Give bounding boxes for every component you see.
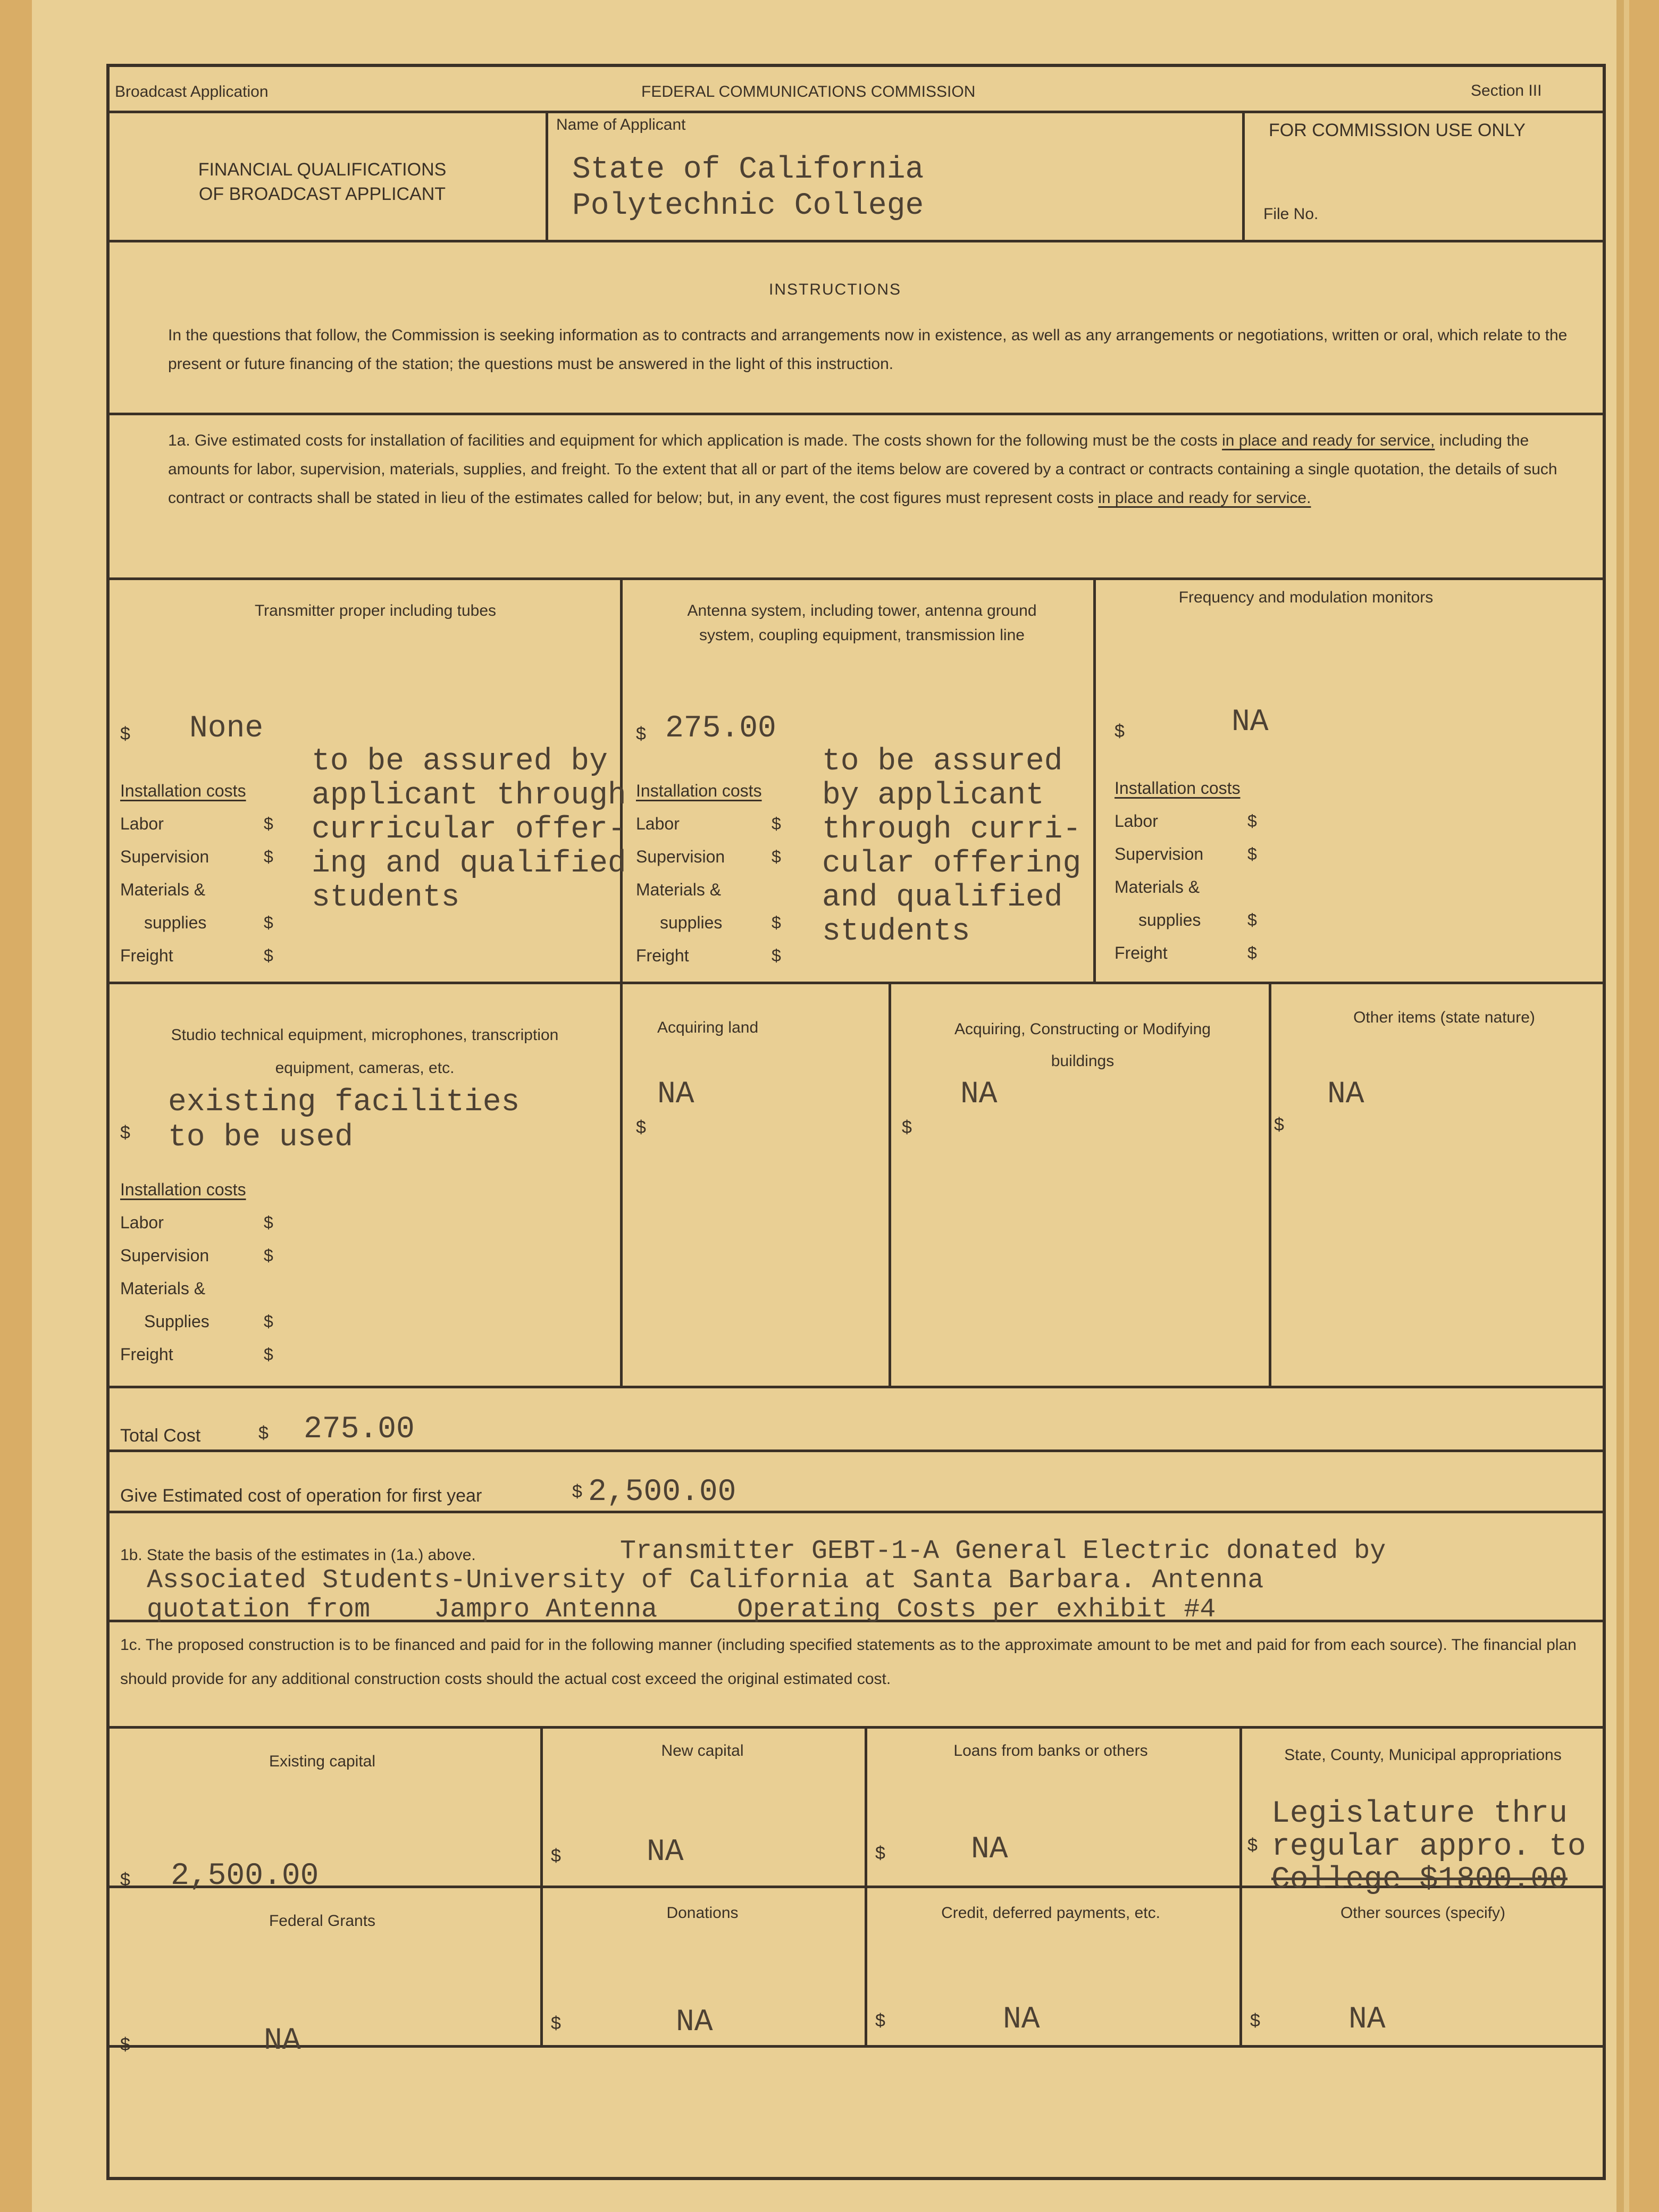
freight-dollar: $ [772,946,781,965]
materials-row [120,1272,296,1305]
other-items-dollar: $ [1274,1115,1284,1135]
buildings-dollar: $ [902,1117,912,1137]
financing-row2-rule [110,2045,1604,2048]
operation-cost-dollar: $ [572,1481,582,1502]
q1a-in-place-end: in place and ready for service. [1098,489,1311,507]
new-capital-label: New capital [661,1742,744,1759]
studio-installation-costs [120,1173,296,1371]
labor-dollar: $ [264,1213,273,1232]
q1a-text [168,426,1577,513]
labor-row [1115,805,1290,837]
row2-divider-3 [1269,982,1271,1386]
freight-label: Freight [120,946,173,965]
loans-dollar: $ [875,1843,885,1863]
supervision-row [120,840,296,873]
applicant-name-line2: Polytechnic College [572,189,924,223]
existing-capital-label: Existing capital [269,1753,376,1770]
existing-capital-dollar: $ [120,1870,130,1890]
total-rule [110,1449,1604,1452]
studio-note-line1: existing facilities [168,1085,520,1120]
land-title: Acquiring land [657,1019,759,1036]
supervision-row [636,840,811,873]
transmitter-dollar: $ [120,724,130,744]
q1c-text: 1c. The proposed construction is to be financed and paid for in the following manner (including specified statements as to the approximate amount to be met and paid for from each source). The financial plan should provide for any additional construction costs should the actual cost exceed the original estimated cost. [120,1636,1577,1688]
other-sources-dollar: $ [1250,2010,1260,2031]
supervision-dollar: $ [264,847,273,866]
row1-divider-2 [1093,577,1096,982]
donations-dollar: $ [551,2013,561,2033]
commission-use-label: FOR COMMISSION USE ONLY [1269,120,1526,140]
transmitter-installation-costs [120,774,296,972]
fin-divider-1 [540,1726,543,2045]
header-rule [110,111,1604,113]
supervision-row [120,1239,296,1272]
antenna-dollar: $ [636,724,646,744]
other-sources-value: NA [1348,2002,1386,2037]
q1b-line2: Associated Students-University of California at Santa Barbara. Antenna [147,1565,1264,1596]
freight-dollar: $ [1247,943,1257,962]
antenna-note: to be assured by applicant through curri- cular offering and qualified students [822,744,1082,949]
materials-label: Materials & [1115,877,1200,896]
credit-label: Credit, deferred payments, etc. [941,1904,1160,1922]
transmitter-amount: None [189,711,264,746]
freight-dollar: $ [264,946,273,965]
total-cost-value: 275.00 [304,1412,415,1447]
form-title-line2: OF BROADCAST APPLICANT [198,184,446,204]
labor-label: Labor [120,1213,164,1232]
transmitter-title: Transmitter proper including tubes [254,602,497,619]
labor-row [120,1206,296,1239]
operation-cost-label: Give Estimated cost of operation for first year [120,1486,482,1506]
total-cost-label: Total Cost [120,1426,201,1446]
title-divider-2 [1242,111,1245,240]
applicant-label: Name of Applicant [556,116,686,133]
materials-label: Materials & [120,1279,206,1298]
installation-costs-heading: Installation costs [120,781,246,800]
donations-value: NA [676,2005,713,2040]
labor-dollar: $ [1247,811,1257,831]
q1b-line3: quotation from Jampro Antenna Operating Costs per exhibit #4 [147,1595,1216,1625]
monitors-title: Frequency and modulation monitors [1178,589,1434,606]
studio-dollar: $ [120,1122,130,1143]
form-title-line1: FINANCIAL QUALIFICATIONS [198,160,447,180]
supplies-label: supplies [660,913,723,932]
transmitter-note: to be assured by applicant through curricular offer- ing and qualified students [312,744,626,915]
federal-grants-dollar: $ [120,2034,130,2055]
materials-row [1115,870,1290,903]
labor-row [120,807,296,840]
row2-divider-1 [620,982,623,1386]
freight-row [636,939,811,972]
freight-row [1115,936,1290,969]
instructions-rule [110,413,1604,415]
freight-label: Freight [636,946,689,965]
applicant-name-line1: State of California [572,153,924,187]
buildings-title: Acquiring, Constructing or Modifying buildings [954,1020,1211,1070]
operation-cost-value: 2,500.00 [588,1475,736,1510]
paper-sheet [32,0,1616,2212]
agency-name: FEDERAL COMMUNICATIONS COMMISSION [641,83,976,100]
supervision-dollar: $ [1247,844,1257,864]
buildings-amount: NA [960,1077,998,1112]
supplies-row [120,906,296,939]
monitors-dollar: $ [1115,721,1125,741]
other-items-title: Other items (state nature) [1353,1009,1535,1026]
labor-dollar: $ [264,814,273,833]
instructions-text: In the questions that follow, the Commission is seeking information as to contracts and arrangements now in existence, as well as any arrangements or negotiations, written or oral, which relate to the present or future financing of the station; the questions must be answered in the light of this instruction. [168,326,1568,373]
supplies-dollar: $ [264,1312,273,1331]
cost-row1-rule [110,982,1604,984]
studio-title: Studio technical equipment, microphones, transcription equipment, cameras, etc. [171,1026,559,1077]
supervision-dollar: $ [264,1246,273,1265]
operation-rule [110,1511,1604,1513]
row2-divider-2 [889,982,891,1386]
installation-costs-heading: Installation costs [636,781,762,800]
total-cost-dollar: $ [258,1423,269,1443]
new-capital-value: NA [647,1835,684,1870]
supervision-label: Supervision [1115,844,1204,864]
monitors-installation-costs [1115,772,1290,969]
labor-dollar: $ [772,814,781,833]
form-title [131,157,514,206]
loans-value: NA [971,1832,1008,1867]
studio-note [168,1085,520,1155]
labor-label: Labor [636,814,680,833]
supplies-label: supplies [144,913,207,932]
other-items-amount: NA [1327,1077,1364,1112]
materials-row [120,873,296,906]
new-capital-dollar: $ [551,1846,561,1866]
supplies-row [636,906,811,939]
antenna-title: Antenna system, including tower, antenna ground system, coupling equipment, transmission line [687,602,1037,644]
file-no-label: File No. [1263,205,1319,223]
supplies-dollar: $ [1247,910,1257,929]
antenna-installation-costs [636,774,811,972]
supplies-dollar: $ [772,913,781,932]
q1a-text-part1: 1a. Give estimated costs for installation of facilities and equipment for which application is made. The costs shown for the following must be the costs [168,432,1218,449]
appropriations-dollar: $ [1247,1835,1258,1855]
appropriations-line3: College $1800.00 [1271,1863,1568,1897]
q1a-in-place: in place and ready for service, [1222,432,1435,449]
installation-costs-heading: Installation costs [120,1180,246,1199]
monitors-amount: NA [1231,705,1269,740]
supplies-row [120,1305,296,1338]
freight-label: Freight [1115,943,1168,962]
credit-value: NA [1003,2002,1040,2037]
fin-divider-3 [1239,1726,1242,2045]
installation-costs-heading: Installation costs [1115,778,1241,798]
freight-label: Freight [120,1345,173,1364]
cost-row2-rule [110,1386,1604,1388]
applicant-name [572,152,924,224]
title-divider-1 [546,111,548,240]
land-dollar: $ [636,1117,646,1137]
title-block-rule [110,240,1604,242]
supervision-row [1115,837,1290,870]
financial-qualifications-form [106,64,1606,2180]
federal-grants-label: Federal Grants [269,1912,376,1930]
donations-label: Donations [666,1904,739,1922]
other-sources-label: Other sources (specify) [1340,1904,1506,1922]
existing-capital-value: 2,500.00 [171,1859,319,1893]
materials-label: Materials & [120,880,206,899]
supplies-label: Supplies [144,1312,210,1331]
q1c-rule [110,1726,1604,1729]
appropriations-label: State, County, Municipal appropriations [1284,1746,1562,1764]
q1a-text-part2: including the amounts for labor, supervision, materials, supplies, and freight. To the extent that all or part of the items below are covered by a contract or contracts containing a single quotation, the details of such contract or contracts shall be stated in lieu of the estimates called for below; but, in any event, the cost figures must represent costs [168,432,1557,507]
federal-grants-value: NA [264,2024,301,2058]
freight-row [120,1338,296,1371]
supervision-dollar: $ [772,847,781,866]
doc-type: Broadcast Application [115,83,269,100]
appropriations-line1: Legislature thru [1271,1797,1568,1831]
q1b-line1: Transmitter GEBT-1-A General Electric donated by [620,1536,1386,1566]
fin-divider-2 [865,1726,867,2045]
appropriations-line2: regular appro. to [1271,1830,1586,1864]
land-amount: NA [657,1077,694,1112]
supplies-dollar: $ [264,913,273,932]
materials-label: Materials & [636,880,722,899]
appropriations-value [1271,1798,1586,1897]
q1a-rule [110,577,1604,580]
instructions-heading: INSTRUCTIONS [769,281,901,298]
supervision-label: Supervision [636,847,725,866]
freight-row [120,939,296,972]
labor-label: Labor [120,814,164,833]
supplies-row [1115,903,1290,936]
section-label: Section III [1471,82,1542,99]
studio-note-line2: to be used [168,1120,354,1155]
supplies-label: supplies [1138,910,1201,929]
materials-row [636,873,811,906]
labor-row [636,807,811,840]
supervision-label: Supervision [120,1246,210,1265]
freight-dollar: $ [264,1345,273,1364]
credit-dollar: $ [875,2010,885,2031]
q1b-label: 1b. State the basis of the estimates in (1a.) above. [120,1546,476,1564]
labor-label: Labor [1115,811,1158,831]
supervision-label: Supervision [120,847,210,866]
loans-label: Loans from banks or others [953,1742,1148,1759]
antenna-amount: 275.00 [665,711,776,746]
